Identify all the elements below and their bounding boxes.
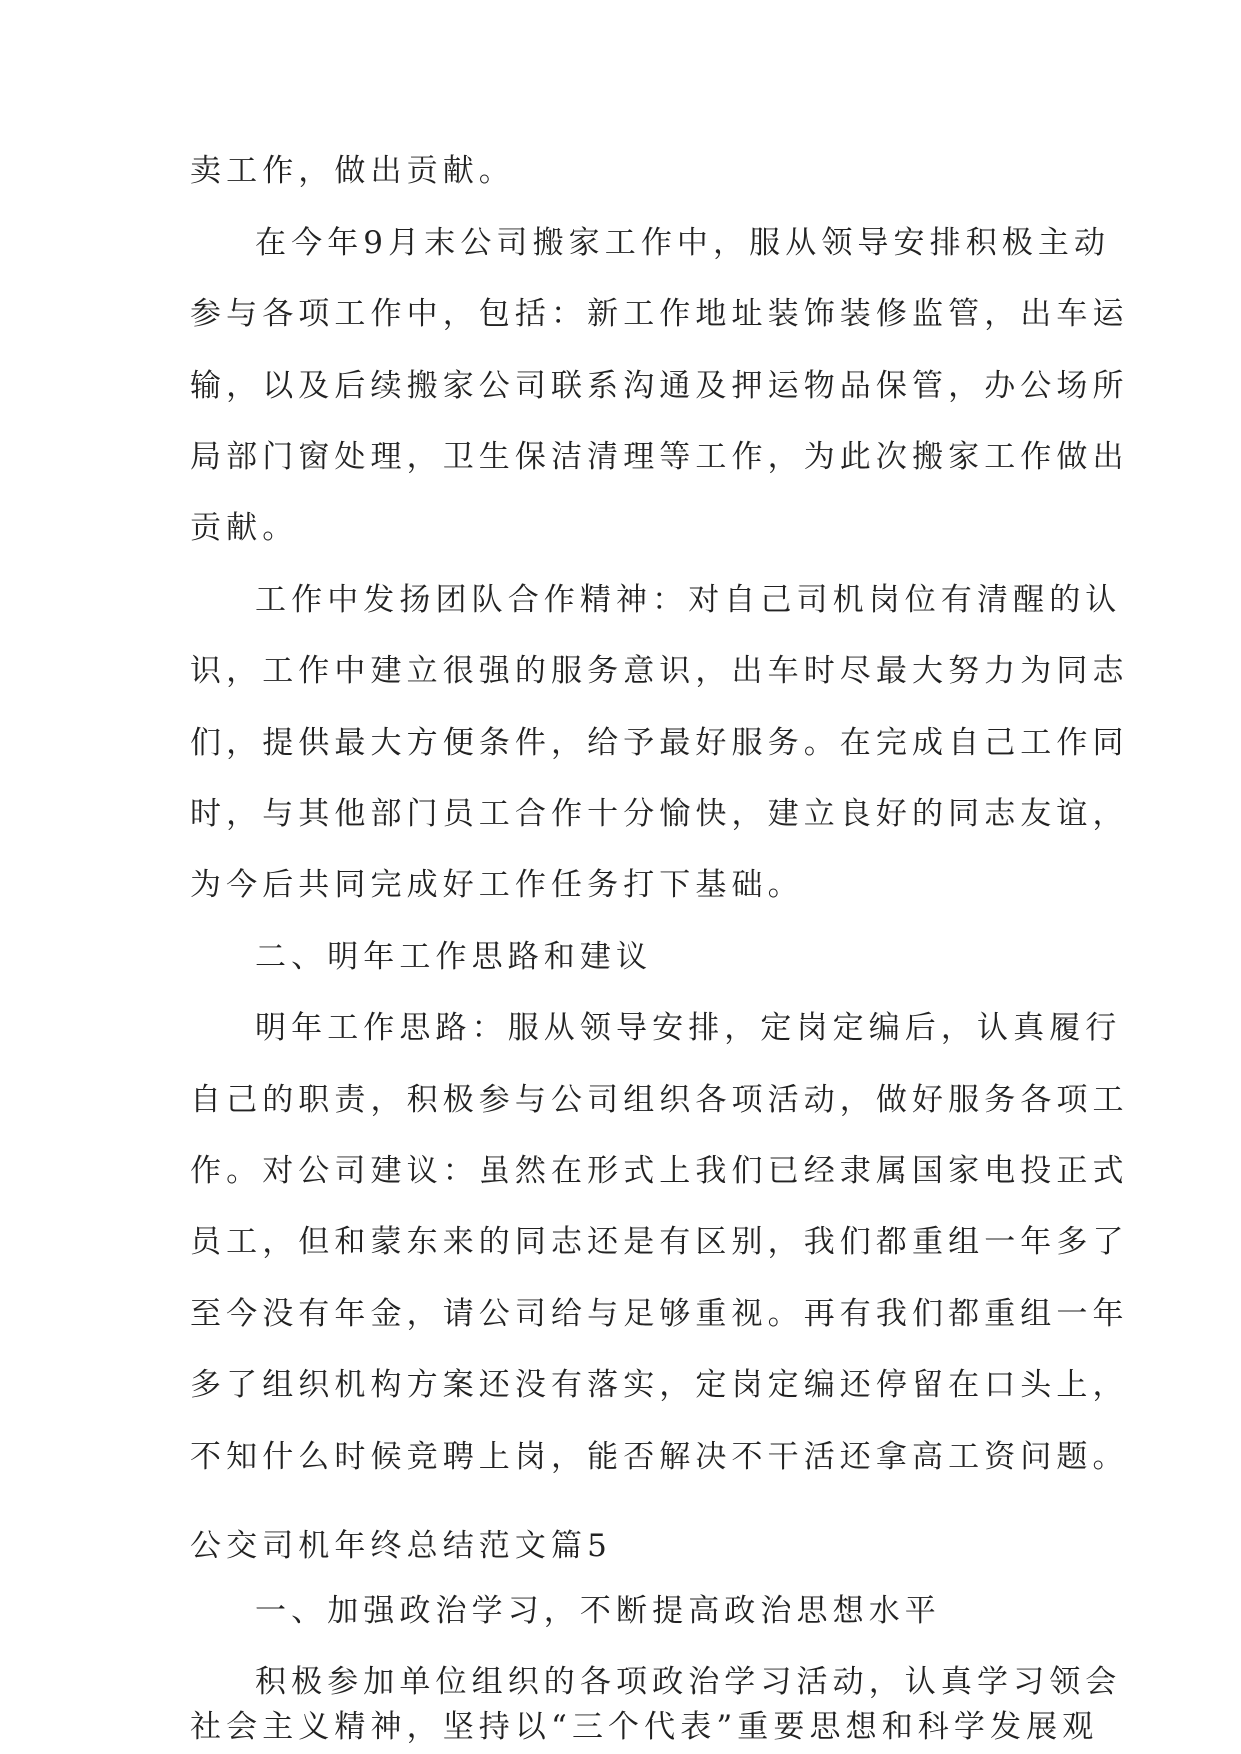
text-line: 明年工作思路：服从领导安排，定岗定编后，认真履行	[255, 1010, 1122, 1046]
text-line: 不知什么时候竞聘上岗，能否解决不干活还拿高工资问题。	[190, 1439, 1129, 1475]
article-title: 公交司机年终总结范文篇5	[190, 1528, 612, 1564]
text-line: 为今后共同完成好工作任务打下基础。	[190, 867, 804, 903]
text-line: 贡献。	[190, 510, 299, 546]
text-line: 工作中发扬团队合作精神：对自己司机岗位有清醒的认	[255, 582, 1122, 618]
text-line: 积极参加单位组织的各项政治学习活动，认真学习领会	[255, 1664, 1122, 1700]
text-line: 员工，但和蒙东来的同志还是有区别，我们都重组一年多了	[190, 1224, 1129, 1260]
text-line: 识，工作中建立很强的服务意识，出车时尽最大努力为同志	[190, 653, 1129, 689]
text-line: 社会主义精神，坚持以“三个代表”重要思想和科学发展观	[190, 1709, 1099, 1745]
text-line: 多了组织机构方案还没有落实，定岗定编还停留在口头上，	[190, 1367, 1129, 1403]
text-line: 在今年9月末公司搬家工作中，服从领导安排积极主动	[255, 225, 1111, 261]
section-heading: 一、加强政治学习，不断提高政治思想水平	[255, 1593, 941, 1629]
text-line: 输，以及后续搬家公司联系沟通及押运物品保管，办公场所	[190, 368, 1129, 404]
text-line: 至今没有年金，请公司给与足够重视。再有我们都重组一年	[190, 1296, 1129, 1332]
text-line: 作。对公司建议：虽然在形式上我们已经隶属国家电投正式	[190, 1153, 1129, 1189]
section-heading: 二、明年工作思路和建议	[255, 939, 653, 975]
text-line: 卖工作，做出贡献。	[190, 153, 515, 189]
text-line: 们，提供最大方便条件，给予最好服务。在完成自己工作同	[190, 725, 1129, 761]
text-line: 时，与其他部门员工合作十分愉快，建立良好的同志友谊，	[190, 796, 1129, 832]
text-line: 局部门窗处理，卫生保洁清理等工作，为此次搬家工作做出	[190, 439, 1129, 475]
text-line: 参与各项工作中，包括：新工作地址装饰装修监管，出车运	[190, 296, 1129, 332]
text-line: 自己的职责，积极参与公司组织各项活动，做好服务各项工	[190, 1082, 1129, 1118]
